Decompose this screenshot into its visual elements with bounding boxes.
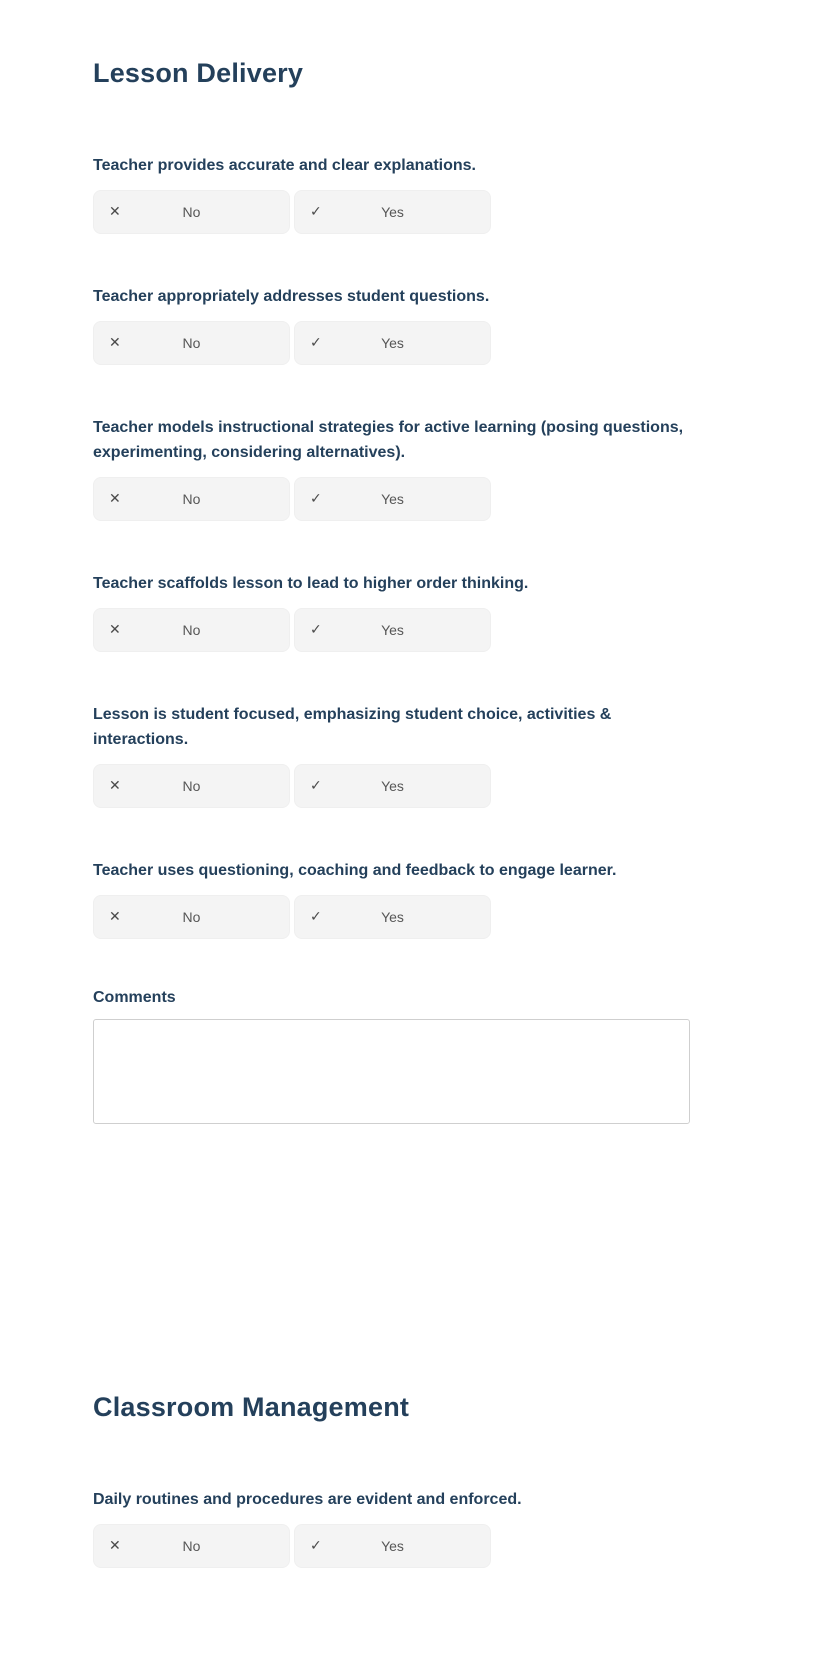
no-button[interactable] [93,321,290,365]
x-icon: ✕ [109,204,121,220]
question-label: Teacher scaffolds lesson to lead to higher order thinking. [93,575,529,592]
question-item [93,1487,690,1568]
no-button[interactable] [93,190,290,234]
yes-label: Yes [381,491,404,507]
yes-label: Yes [381,1538,404,1554]
question-item [93,284,690,365]
choice-group [93,321,690,365]
comments-label: Comments [93,989,176,1006]
choice-group [93,190,690,234]
question-label: Teacher appropriately addresses student questions. [93,288,490,305]
section-lesson-delivery [93,58,693,1124]
check-icon: ✓ [310,204,322,220]
check-icon: ✓ [310,335,322,351]
no-button[interactable] [93,477,290,521]
no-label: No [182,335,201,351]
yes-button[interactable] [294,1524,491,1568]
yes-label: Yes [381,778,404,794]
no-label: No [182,204,201,220]
no-button[interactable] [93,764,290,808]
yes-button[interactable] [294,190,491,234]
no-label: No [182,622,201,638]
no-label: No [182,1538,201,1554]
check-icon: ✓ [310,909,322,925]
question-item [93,858,690,939]
no-button[interactable] [93,608,290,652]
no-label: No [182,909,201,925]
choice-group [93,1524,690,1568]
check-icon: ✓ [310,1538,322,1554]
choice-group [93,608,690,652]
section-title: Classroom Management [93,1392,410,1422]
question-label: Daily routines and procedures are evident and enforced. [93,1491,522,1508]
no-label: No [182,778,201,794]
question-item [93,415,690,521]
question-label: Teacher models instructional strategies for active learning (posing questions, experimenting, considering alternatives). [93,419,684,461]
question-label: Teacher uses questioning, coaching and feedback to engage learner. [93,862,617,879]
choice-group [93,477,690,521]
yes-label: Yes [381,204,404,220]
choice-group [93,895,690,939]
question-label: Lesson is student focused, emphasizing student choice, activities & interactions. [93,706,612,748]
question-item [93,153,690,234]
comments-input[interactable] [93,1019,690,1124]
section-classroom-management [93,1392,693,1568]
question-item [93,571,690,652]
no-label: No [182,491,201,507]
yes-label: Yes [381,909,404,925]
yes-button[interactable] [294,477,491,521]
no-button[interactable] [93,895,290,939]
yes-button[interactable] [294,895,491,939]
check-icon: ✓ [310,778,322,794]
question-label: Teacher provides accurate and clear explanations. [93,157,476,174]
yes-label: Yes [381,335,404,351]
check-icon: ✓ [310,622,322,638]
yes-button[interactable] [294,321,491,365]
choice-group [93,764,690,808]
x-icon: ✕ [109,778,121,794]
yes-label: Yes [381,622,404,638]
comments-block [93,989,690,1124]
x-icon: ✕ [109,491,121,507]
no-button[interactable] [93,1524,290,1568]
x-icon: ✕ [109,909,121,925]
x-icon: ✕ [109,1538,121,1554]
yes-button[interactable] [294,608,491,652]
yes-button[interactable] [294,764,491,808]
x-icon: ✕ [109,622,121,638]
check-icon: ✓ [310,491,322,507]
section-title: Lesson Delivery [93,58,304,88]
question-item [93,702,690,808]
x-icon: ✕ [109,335,121,351]
